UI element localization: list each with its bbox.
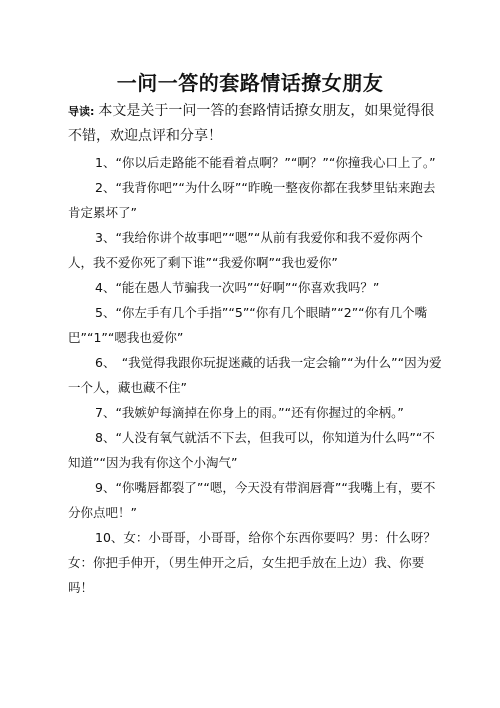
intro-paragraph: [68, 99, 448, 148]
list-item: 1、“你以后走路能不能看着点啊？”“啊？”“你撞我心口上了。”: [95, 155, 436, 170]
list-item: 6、 “我觉得我跟你玩捉迷藏的话我一定会输”“为什么”“因为爱一个人，藏也藏不住”: [68, 355, 442, 395]
item-list: [68, 150, 443, 600]
list-item: 7、“我嫉妒每滴掉在你身上的雨。”“还有你握过的伞柄。”: [95, 405, 404, 420]
list-item: 5、“你左手有几个手指”“5”“你有几个眼睛”“2”“你有几个嘴巴”“1”“嗯我也爱你”: [68, 305, 428, 345]
list-item: 9、“你嘴唇都裂了”“嗯，今天没有带润唇膏”“我嘴上有，要不分你点吧！”: [68, 480, 436, 520]
list-item: 2、“我背你吧”“为什么呀”“昨晚一整夜你都在我梦里钻来跑去肯定累坏了”: [68, 180, 436, 220]
list-item: 3、“我给你讲个故事吧”“嗯”“从前有我爱你和我不爱你两个人，我不爱你死了剩下谁”“我爱你啊”“我也爱你”: [68, 230, 423, 270]
intro-text: 本文是关于一问一答的套路情话撩女朋友，如果觉得很不错，欢迎点评和分享！: [68, 103, 435, 144]
list-item: 4、“能在愚人节骗我一次吗”“好啊”“你喜欢我吗？”: [95, 280, 380, 295]
list-item: 8、“人没有氧气就活不下去，但我可以，你知道为什么吗”“不知道”“因为我有你这个小淘气”: [68, 430, 435, 470]
intro-label: 导读:: [68, 105, 95, 118]
document-title: 一问一答的套路情话撩女朋友: [116, 71, 384, 95]
list-item: 10、女：小哥哥，小哥哥，给你个东西你要吗？男：什么呀？女：你把手伸开，（男生伸开之后，女生把手放在上边）我、你要吗！: [68, 530, 436, 595]
